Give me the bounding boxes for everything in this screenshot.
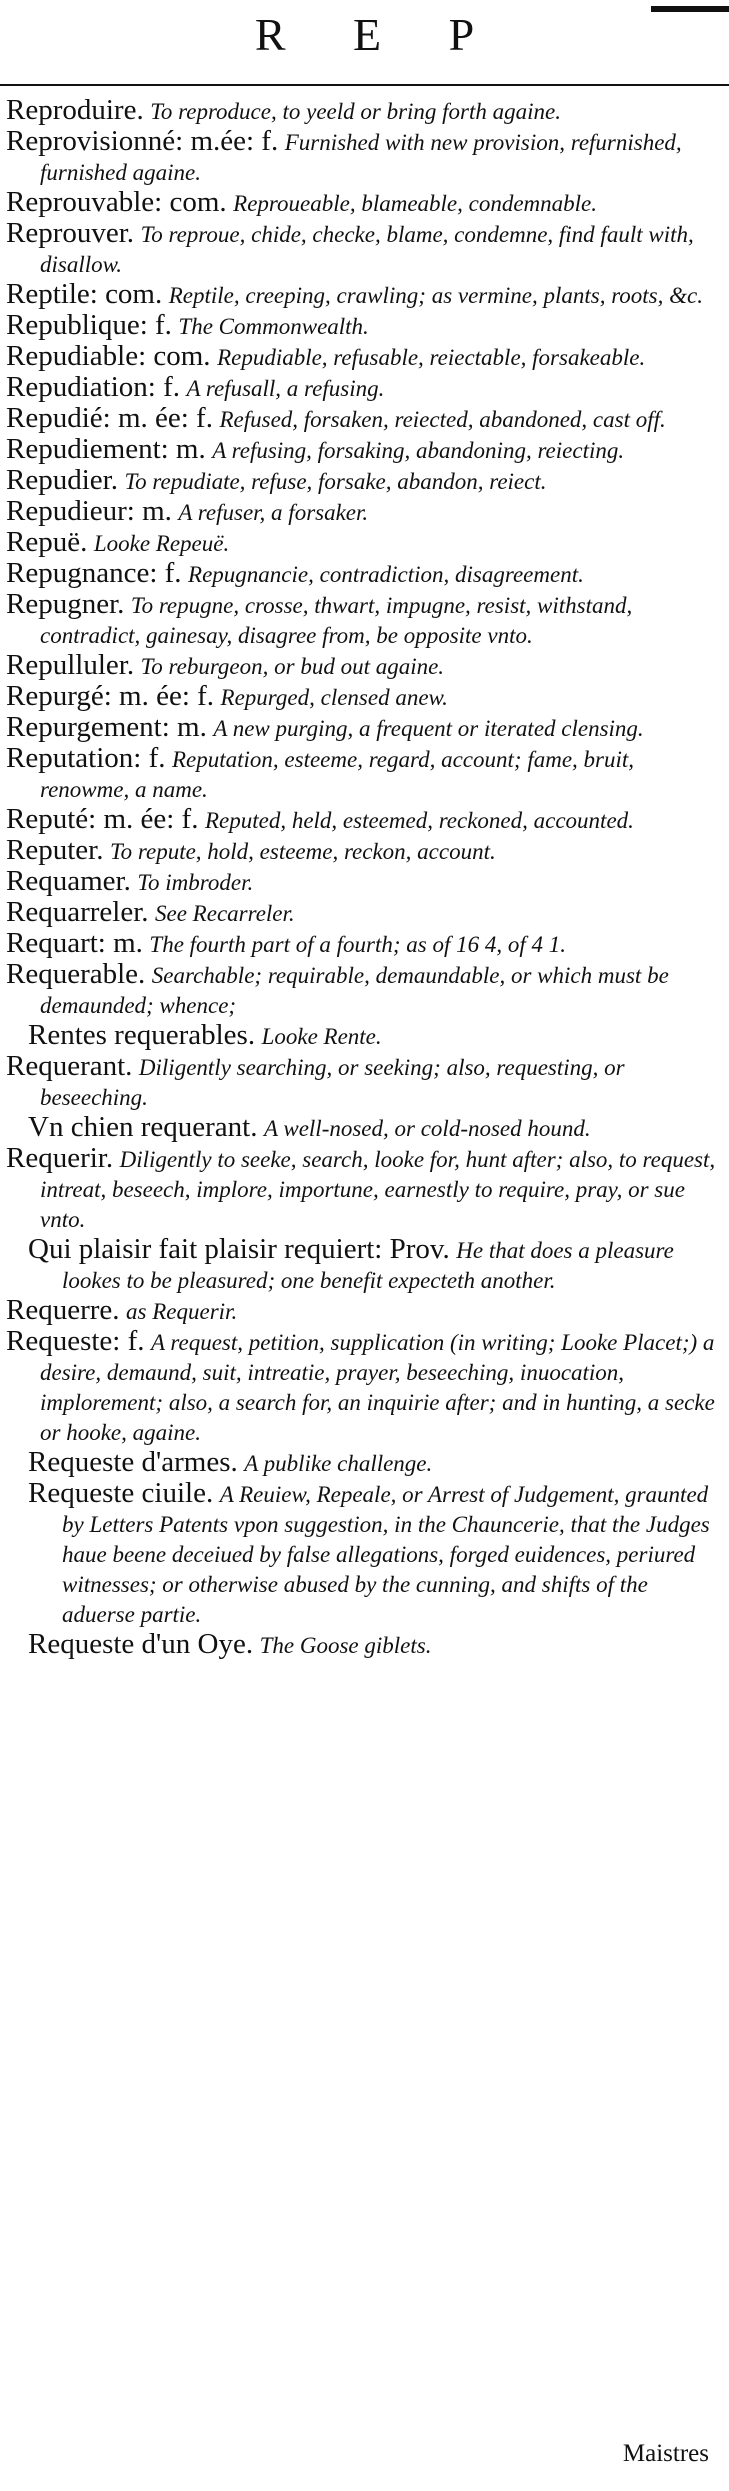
entry-gloss: Looke Rente. [261,1024,382,1049]
sub-entry [6,1448,718,1478]
entry-gloss: Repurged, clensed anew. [220,685,448,710]
entry-headword: Repudiable: com. [6,340,211,372]
entry-gloss: To reproduce, to yeeld or bring forth againe. [150,99,561,124]
page-header: R E P [254,9,503,60]
entry-headword: Repudieur: m. [6,495,172,527]
entry-headword: Reprouvable: com. [6,186,227,218]
dictionary-entry [6,713,718,743]
entry-gloss: A new purging, a frequent or iterated clensing. [213,716,644,741]
dictionary-entry [6,497,718,527]
entry-gloss: A Reuiew, Repeale, or Arrest of Judgement, graunted by Letters Patents vpon suggestion, in the Chauncerie, that the Judges haue beene deceiued by false allegations, forged euidences, periured witnesses; or otherwise abused by the cunning, and shifts of the aduerse partie. [62,1482,710,1627]
entry-list [6,96,718,1661]
entry-gloss: See Recarreler. [155,901,295,926]
dictionary-entry [6,682,718,712]
entry-gloss: Searchable; requirable, demaundable, or which must be demaunded; whence; [40,963,669,1018]
dictionary-entry [6,280,718,310]
dictionary-entry [6,188,718,218]
entry-headword: Requerir. [6,1142,114,1174]
entry-headword: Repurgé: m. ée: f. [6,680,215,712]
entry-gloss: Furnished with new provision, refurnished, furnished againe. [40,130,682,185]
entry-headword: Repudier. [6,464,118,496]
dictionary-entry [6,590,718,650]
dictionary-entry [6,1296,718,1326]
dictionary-entry [6,342,718,372]
dictionary-entry [6,528,718,558]
entry-headword: Qui plaisir fait plaisir requiert: Prov. [28,1233,450,1265]
dictionary-entry [6,836,718,866]
entry-gloss: Reptile, creeping, crawling; as vermine, plants, roots, &c. [168,283,703,308]
header-rule [0,84,729,86]
catchword: Maistres [622,2440,709,2467]
entry-gloss: A refuser, a forsaker. [178,500,369,525]
dictionary-entry [6,404,718,434]
entry-gloss: Looke Repeuë. [93,531,230,556]
entry-headword: Repuë. [6,526,88,558]
dictionary-entry [6,867,718,897]
entry-headword: Reprovisionné: m.ée: f. [6,125,279,157]
entry-gloss: Reputed, held, esteemed, reckoned, accounted. [204,808,634,833]
entry-headword: Reputation: f. [6,742,166,774]
entry-gloss: The Commonwealth. [178,314,369,339]
dictionary-entry [6,559,718,589]
entry-gloss: Repudiable, refusable, reiectable, forsakeable. [217,345,646,370]
entry-headword: Repurgement: m. [6,711,207,743]
entry-headword: Repugner. [6,588,125,620]
entry-gloss: A publike challenge. [244,1451,433,1476]
entry-gloss: Refused, forsaken, reiected, abandoned, cast off. [219,407,666,432]
entry-gloss: Reproueable, blameable, condemnable. [233,191,598,216]
dictionary-entry [6,435,718,465]
entry-headword: Reputer. [6,834,104,866]
sub-entry [6,1235,718,1295]
dictionary-entry [6,373,718,403]
entry-headword: Repudiation: f. [6,371,180,403]
dictionary-entry [6,311,718,341]
entry-headword: Requeste ciuile. [28,1477,214,1509]
dictionary-entry [6,929,718,959]
entry-headword: Requeste d'armes. [28,1446,238,1478]
entry-headword: Reproduire. [6,94,144,126]
entry-gloss: To imbroder. [137,870,254,895]
entry-gloss: Reputation, esteeme, regard, account; fame, bruit, renowme, a name. [40,747,635,802]
entry-headword: Requerre. [6,1294,120,1326]
entry-headword: Reprouver. [6,217,135,249]
dictionary-entry [6,744,718,804]
header-corner-mark [651,6,729,12]
entry-gloss: He that does a pleasure lookes to be pleasured; one benefit expecteth another. [62,1238,674,1293]
entry-gloss: Repugnancie, contradiction, disagreement. [188,562,584,587]
dictionary-entry [6,960,718,1020]
entry-gloss: A well-nosed, or cold-nosed hound. [263,1116,591,1141]
dictionary-entry [6,466,718,496]
entry-headword: Vn chien requerant. [28,1111,258,1143]
entry-gloss: To repugne, crosse, thwart, impugne, resist, withstand, contradict, gainesay, disagree from, be opposite vnto. [40,593,633,648]
entry-headword: Reptile: com. [6,278,163,310]
entry-gloss: A refusall, a refusing. [186,376,385,401]
dictionary-entry [6,898,718,928]
entry-headword: Requamer. [6,865,131,897]
entry-headword: Repudié: m. ée: f. [6,402,213,434]
entry-headword: Rentes requerables. [28,1019,256,1051]
entry-headword: Requeste d'un Oye. [28,1628,254,1660]
entry-gloss: A refusing, forsaking, abandoning, reiecting. [212,438,625,463]
sub-entry [6,1479,718,1629]
entry-headword: Repugnance: f. [6,557,182,589]
sub-entry [6,1021,718,1051]
entry-headword: Requerant. [6,1050,133,1082]
entry-gloss: To reburgeon, or bud out againe. [140,654,445,679]
entry-headword: Repudiement: m. [6,433,206,465]
dictionary-entry [6,805,718,835]
dictionary-entry [6,219,718,279]
dictionary-entry [6,127,718,187]
entry-gloss: To repute, hold, esteeme, reckon, account. [109,839,496,864]
entry-gloss: as Requerir. [126,1299,238,1324]
entry-headword: Requart: m. [6,927,143,959]
dictionary-entry [6,96,718,126]
sub-entry [6,1630,718,1660]
entry-gloss: A request, petition, supplication (in writing; Looke Placet;) a desire, demaund, suit, intreatie, prayer, beseeching, inuocation, implorement; also, a search for, an inquirie after; and in hunting, a secke or hooke, againe. [40,1330,715,1445]
entry-headword: Repulluler. [6,649,135,681]
entry-gloss: To repudiate, refuse, forsake, abandon, reiect. [124,469,547,494]
sub-entry [6,1113,718,1143]
entry-gloss: Diligently searching, or seeking; also, requesting, or beseeching. [40,1055,625,1110]
entry-gloss: Diligently to seeke, search, looke for, hunt after; also, to request, intreat, beseech, implore, importune, earnestly to require, pray, or sue vnto. [40,1147,716,1232]
entry-headword: Requarreler. [6,896,149,928]
dictionary-entry [6,651,718,681]
entry-gloss: The Goose giblets. [259,1633,432,1658]
entry-headword: Requeste: f. [6,1325,145,1357]
dictionary-entry [6,1144,718,1234]
entry-headword: Reputé: m. ée: f. [6,803,199,835]
entry-headword: Republique: f. [6,309,172,341]
dictionary-entry [6,1052,718,1112]
entry-headword: Requerable. [6,958,146,990]
dictionary-entry [6,1327,718,1447]
entry-gloss: The fourth part of a fourth; as of 16 4, of 4 1. [149,932,567,957]
entry-gloss: To reproue, chide, checke, blame, condemne, find fault with, disallow. [40,222,694,277]
